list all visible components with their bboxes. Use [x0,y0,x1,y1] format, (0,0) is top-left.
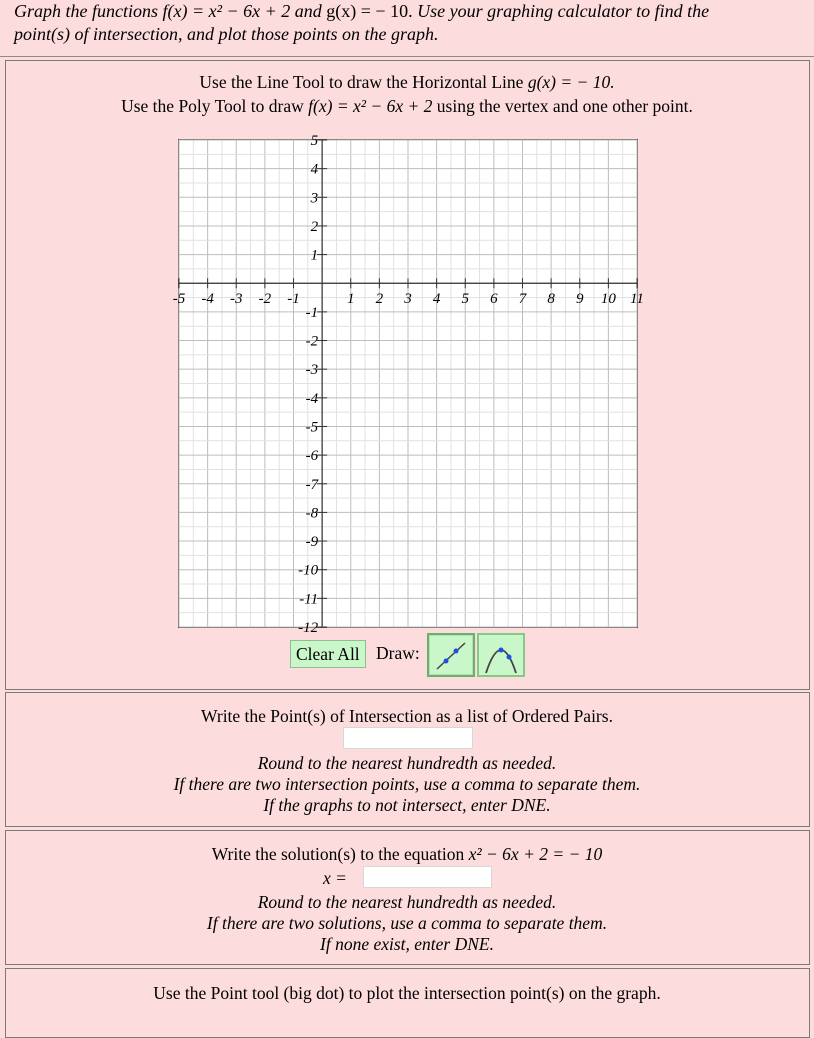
q2-prompt-text: Write the solution(s) to the equation [211,844,469,864]
y-tick-label: -5 [305,419,319,436]
y-tick-label: -10 [298,562,319,579]
x-tick-label: 10 [600,291,616,308]
x-tick-label: 6 [490,291,498,308]
problem-header [0,0,814,57]
intersection-points-input[interactable] [343,727,473,749]
header-line2: point(s) of intersection, and plot those points on the graph. [14,24,439,44]
x-tick-label: -2 [258,291,272,308]
y-tick-label: -12 [298,620,319,636]
clear-all-button[interactable]: Clear All [290,640,366,668]
y-tick-label: -1 [305,304,319,321]
q2-note-round: Round to the nearest hundredth as needed. [257,892,557,912]
q3-prompt: Use the Point tool (big dot) to plot the intersection point(s) on the graph. [153,983,661,1003]
x-tick-label: 1 [347,291,355,308]
y-tick-label: -6 [305,448,319,465]
q1-note-comma: If there are two intersection points, use a comma to separate them. [173,774,641,794]
instruction-text: Use the Line Tool to draw the Horizontal Line [199,72,528,92]
x-tick-label: 7 [518,291,527,308]
g-definition: g(x) = − 10. [326,1,413,21]
q1-prompt: Write the Point(s) of Intersection as a list of Ordered Pairs. [201,706,613,726]
y-tick-label: -4 [305,390,319,407]
q2-prompt [0,844,814,865]
header-text-end: Use your graphing calculator to find the [412,1,710,21]
solution-input[interactable] [363,866,492,888]
y-tick-label: -7 [305,476,319,493]
instruction-text: using the vertex and one other point. [432,96,693,116]
x-tick-label: 4 [432,291,441,308]
q2-equation: x² − 6x + 2 = − 10 [468,844,603,864]
x-tick-label: 2 [375,291,384,308]
instruction-text: Use the Poly Tool to draw [121,96,309,116]
instruction-line-2 [0,96,814,117]
header-text-and: and [290,1,327,21]
q1-note-dne: If the graphs to not intersect, enter DNE. [263,795,551,815]
header-text: Graph the functions [14,1,163,21]
x-tick-label: 3 [404,291,412,308]
problem-statement-line2 [14,23,438,46]
x-tick-label: -1 [287,291,300,308]
line-tool-button[interactable] [427,633,475,677]
parabola-tool-icon [479,635,523,675]
y-tick-label: 3 [310,190,319,207]
y-tick-label: 5 [310,133,319,149]
y-tick-label: -9 [305,534,319,551]
instruction-math: f(x) = x² − 6x + 2 [308,96,433,116]
draw-label: Draw: [376,643,420,663]
y-tick-label: -3 [305,362,319,379]
x-tick-label: -4 [201,291,214,308]
x-tick-label: 11 [630,291,644,308]
instruction-line-1 [0,72,814,93]
graph-canvas[interactable] [172,133,644,636]
y-tick-label: -11 [299,591,319,608]
x-tick-label: 9 [576,291,584,308]
line-tool-icon [429,635,473,675]
q2-note-dne: If none exist, enter DNE. [320,934,494,954]
x-tick-label: -5 [172,291,186,308]
q1-note-round: Round to the nearest hundredth as needed. [257,753,557,773]
x-equals-label: x = [323,868,347,888]
x-tick-label: -3 [230,291,243,308]
y-tick-label: 1 [310,247,319,264]
x-tick-label: 5 [461,291,469,308]
y-tick-label: -8 [305,505,319,522]
problem-statement [14,0,709,23]
instruction-math: g(x) = − 10. [527,72,615,92]
q2-note-comma: If there are two solutions, use a comma to separate them. [206,913,608,933]
poly-tool-button[interactable] [477,633,525,677]
f-definition: f(x) = x² − 6x + 2 [162,1,291,21]
y-tick-label: 4 [310,161,319,178]
y-tick-label: 2 [310,218,319,235]
y-tick-label: -2 [305,333,319,350]
x-tick-label: 8 [547,291,555,308]
